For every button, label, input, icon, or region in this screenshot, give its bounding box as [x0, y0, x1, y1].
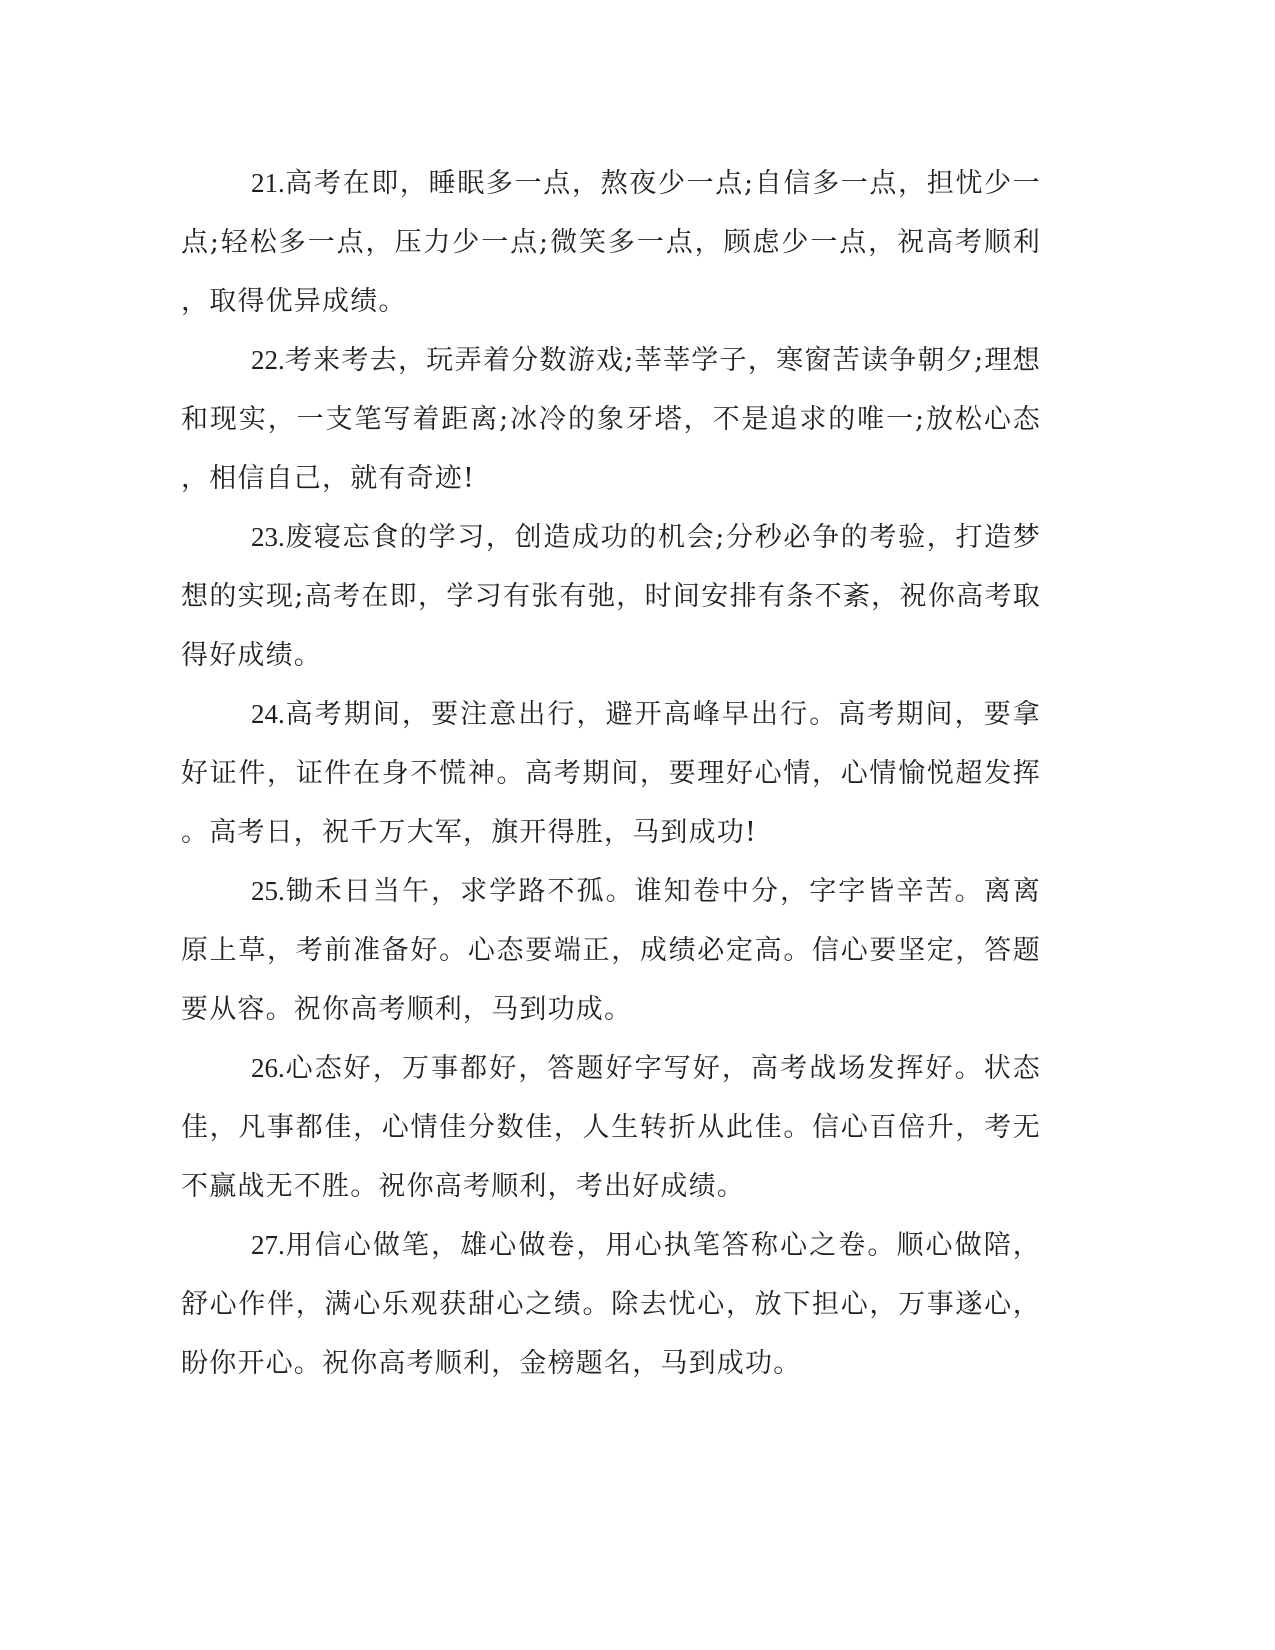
paragraph-23 — [181, 508, 1041, 685]
paragraph-text: 高考期间，要注意出行，避开高峰早出行。高考期间，要拿好证件，证件在身不慌神。高考期间，要理好心情，心情愉悦超发挥。高考日，祝千万大军，旗开得胜，马到成功! — [181, 699, 1041, 848]
paragraph-text: 废寝忘食的学习，创造成功的机会;分秒必争的考验，打造梦想的实现;高考在即，学习有张有弛，时间安排有条不紊，祝你高考取得好成绩。 — [181, 522, 1041, 671]
paragraph-25 — [181, 862, 1041, 1039]
paragraph-text: 用信心做笔，雄心做卷，用心执笔答称心之卷。顺心做陪，舒心作伴，满心乐观获甜心之绩。除去忧心，放下担心，万事遂心，盼你开心。祝你高考顺利，金榜题名，马到成功。 — [181, 1230, 1041, 1379]
document-body — [181, 154, 1041, 1393]
paragraph-text: 高考在即，睡眠多一点，熬夜少一点;自信多一点，担忧少一点;轻松多一点，压力少一点;微笑多一点，顾虑少一点，祝高考顺利，取得优异成绩。 — [181, 168, 1041, 317]
paragraph-21 — [181, 154, 1041, 331]
paragraph-number: 25. — [251, 876, 285, 906]
paragraph-27 — [181, 1216, 1041, 1393]
paragraph-number: 22. — [251, 345, 285, 375]
paragraph-text: 考来考去，玩弄着分数游戏;莘莘学子，寒窗苦读争朝夕;理想和现实，一支笔写着距离;冰冷的象牙塔，不是追求的唯一;放松心态，相信自己，就有奇迹! — [181, 345, 1041, 494]
paragraph-text: 心态好，万事都好，答题好字写好，高考战场发挥好。状态佳，凡事都佳，心情佳分数佳，人生转折从此佳。信心百倍升，考无不赢战无不胜。祝你高考顺利，考出好成绩。 — [181, 1053, 1041, 1202]
paragraph-number: 27. — [251, 1230, 285, 1260]
paragraph-26 — [181, 1039, 1041, 1216]
paragraph-24 — [181, 685, 1041, 862]
paragraph-number: 24. — [251, 699, 285, 729]
paragraph-number: 23. — [251, 522, 285, 552]
paragraph-text: 锄禾日当午，求学路不孤。谁知卷中分，字字皆辛苦。离离原上草，考前准备好。心态要端正，成绩必定高。信心要坚定，答题要从容。祝你高考顺利，马到功成。 — [181, 876, 1041, 1025]
paragraph-number: 21. — [251, 168, 285, 198]
paragraph-22 — [181, 331, 1041, 508]
paragraph-number: 26. — [251, 1053, 285, 1083]
